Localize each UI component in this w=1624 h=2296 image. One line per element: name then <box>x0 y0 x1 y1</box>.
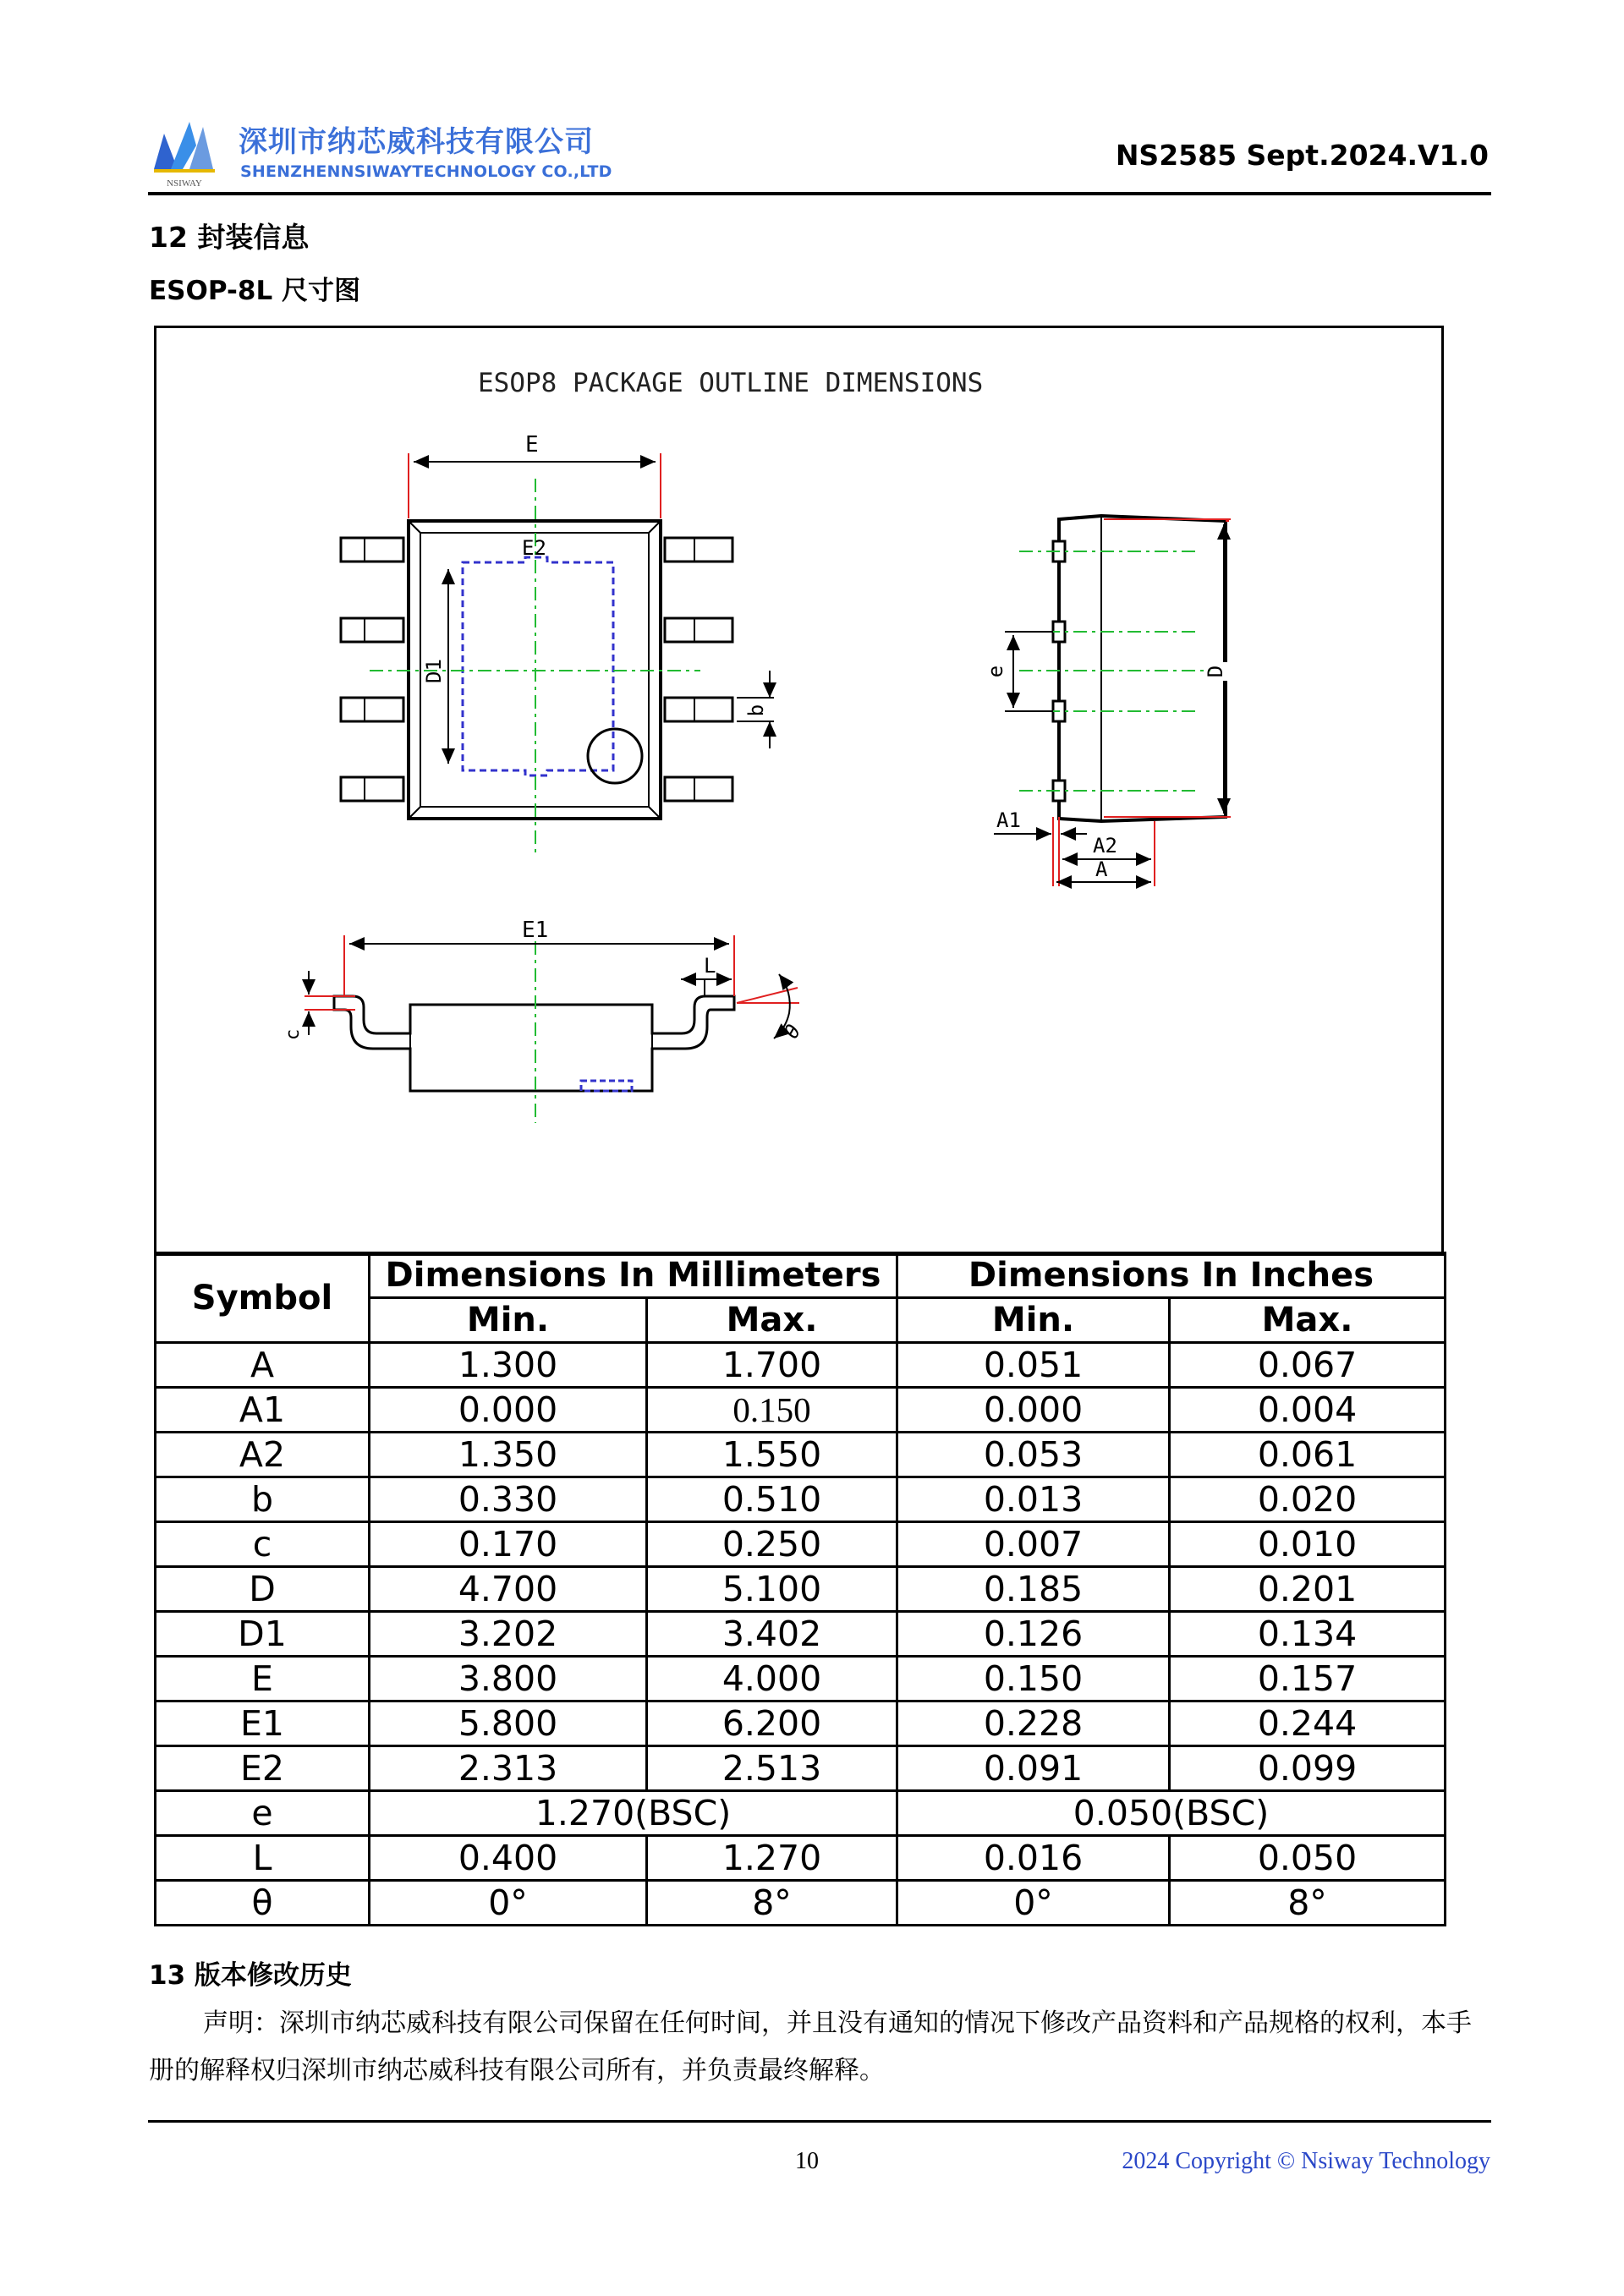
cell-mm-min: 1.350 <box>370 1433 647 1477</box>
outline-drawing-svg <box>156 328 1446 1258</box>
cell-in-max: 0.201 <box>1170 1567 1446 1612</box>
cell-in-max: 0.134 <box>1170 1612 1446 1657</box>
table-row <box>156 1343 1446 1388</box>
cell-mm-max: 4.000 <box>647 1657 897 1701</box>
table-row <box>156 1612 1446 1657</box>
top-view <box>341 432 774 857</box>
cell-in-min: 0.150 <box>897 1657 1170 1701</box>
cell-in-min: 0.126 <box>897 1612 1170 1657</box>
table-row <box>156 1701 1446 1746</box>
cell-symbol: E1 <box>156 1701 370 1746</box>
company-name-cn: 深圳市纳芯威科技有限公司 <box>239 125 594 159</box>
cell-in-min: 0° <box>897 1881 1170 1926</box>
cell-in-max: 0.157 <box>1170 1657 1446 1701</box>
table-row <box>156 1522 1446 1567</box>
cell-in-min: 0.007 <box>897 1522 1170 1567</box>
dim-label-A: A <box>1095 858 1108 881</box>
table-row <box>156 1881 1446 1926</box>
cell-symbol: A2 <box>156 1433 370 1477</box>
cell-in-max: 0.010 <box>1170 1522 1446 1567</box>
cell-mm-max: 5.100 <box>647 1567 897 1612</box>
dim-label-c: c <box>283 1028 304 1040</box>
cell-mm-max: 8° <box>647 1881 897 1926</box>
cell-in-max: 8° <box>1170 1881 1446 1926</box>
cell-mm-max: 1.270 <box>647 1836 897 1881</box>
table-row <box>156 1791 1446 1836</box>
cell-symbol: A <box>156 1343 370 1388</box>
dim-label-D1: D1 <box>422 659 446 683</box>
dim-label-D: D <box>1204 665 1227 678</box>
logo-icon <box>152 118 220 191</box>
cell-mm-min: 5.800 <box>370 1701 647 1746</box>
cell-mm-bsc: 1.270(BSC) <box>370 1791 897 1836</box>
dim-label-A1: A1 <box>996 808 1021 832</box>
package-dimension-title: ESOP-8L 尺寸图 <box>149 276 361 306</box>
cell-mm-min: 0° <box>370 1881 647 1926</box>
footer-divider <box>148 2120 1491 2123</box>
cell-mm-min: 3.202 <box>370 1612 647 1657</box>
cell-in-max: 0.099 <box>1170 1746 1446 1791</box>
cell-in-min: 0.053 <box>897 1433 1170 1477</box>
cell-mm-max: 1.700 <box>647 1343 897 1388</box>
cell-in-max: 0.050 <box>1170 1836 1446 1881</box>
package-outline-drawing <box>154 326 1444 1256</box>
cell-mm-max: 1.550 <box>647 1433 897 1477</box>
table-row <box>156 1746 1446 1791</box>
dim-label-L: L <box>704 954 716 978</box>
header-symbol: Symbol <box>156 1253 370 1343</box>
disclaimer-statement: 声明：深圳市纳芯威科技有限公司保留在任何时间，并且没有通知的情况下修改产品资料和产品规格的权利，本手册的解释权归深圳市纳芯威科技有限公司所有，并负责最终解释。 <box>149 2008 1472 2085</box>
cell-mm-min: 2.313 <box>370 1746 647 1791</box>
copyright-notice: 2024 Copyright © Nsiway Technology <box>1122 2148 1490 2174</box>
cell-symbol: E <box>156 1657 370 1701</box>
cell-in-max: 0.004 <box>1170 1388 1446 1433</box>
cell-mm-min: 1.300 <box>370 1343 647 1388</box>
dim-label-theta: θ <box>778 1020 806 1043</box>
header-mm: Dimensions In Millimeters <box>370 1253 897 1298</box>
cell-in-max: 0.067 <box>1170 1343 1446 1388</box>
cell-in-min: 0.091 <box>897 1746 1170 1791</box>
table-row <box>156 1567 1446 1612</box>
table-row <box>156 1657 1446 1701</box>
dim-label-A2: A2 <box>1093 834 1117 858</box>
table-row <box>156 1836 1446 1881</box>
cell-in-min: 0.013 <box>897 1477 1170 1522</box>
cell-in-min: 0.228 <box>897 1701 1170 1746</box>
cell-in-max: 0.061 <box>1170 1433 1446 1477</box>
cell-symbol: c <box>156 1522 370 1567</box>
cell-in-min: 0.185 <box>897 1567 1170 1612</box>
cell-mm-max: 0.150 <box>647 1388 897 1433</box>
company-logo <box>152 118 220 191</box>
header-inches: Dimensions In Inches <box>897 1253 1446 1298</box>
header-in-max: Max. <box>1170 1298 1446 1343</box>
dim-label-E2: E2 <box>522 536 546 560</box>
cell-mm-min: 0.170 <box>370 1522 647 1567</box>
section-12-heading: 12 封装信息 <box>149 221 310 254</box>
cell-mm-min: 0.400 <box>370 1836 647 1881</box>
dim-label-E: E <box>525 432 539 458</box>
logo-text: NSIWAY <box>167 178 202 189</box>
dimension-table <box>154 1252 1446 1926</box>
page-number: 10 <box>795 2148 819 2174</box>
cell-mm-min: 3.800 <box>370 1657 647 1701</box>
front-view <box>283 918 805 1123</box>
cell-symbol: θ <box>156 1881 370 1926</box>
cell-in-max: 0.244 <box>1170 1701 1446 1746</box>
header-mm-max: Max. <box>647 1298 897 1343</box>
cell-mm-max: 6.200 <box>647 1701 897 1746</box>
cell-in-min: 0.000 <box>897 1388 1170 1433</box>
cell-symbol: D <box>156 1567 370 1612</box>
cell-mm-min: 0.000 <box>370 1388 647 1433</box>
cell-mm-max: 3.402 <box>647 1612 897 1657</box>
cell-in-max: 0.020 <box>1170 1477 1446 1522</box>
side-view <box>984 516 1234 886</box>
cell-symbol: E2 <box>156 1746 370 1791</box>
header-divider <box>148 192 1491 195</box>
cell-in-bsc: 0.050(BSC) <box>897 1791 1446 1836</box>
company-name-en: SHENZHENNSIWAYTECHNOLOGY CO.,LTD <box>240 162 612 181</box>
cell-mm-min: 4.700 <box>370 1567 647 1612</box>
header-in-min: Min. <box>897 1298 1170 1343</box>
cell-symbol: L <box>156 1836 370 1881</box>
header-mm-min: Min. <box>370 1298 647 1343</box>
table-row <box>156 1388 1446 1433</box>
drawing-title: ESOP8 PACKAGE OUTLINE DIMENSIONS <box>478 368 984 398</box>
cell-mm-max: 0.510 <box>647 1477 897 1522</box>
document-id: NS2585 Sept.2024.V1.0 <box>1115 139 1489 172</box>
section-13-heading: 13 版本修改历史 <box>149 1960 352 1991</box>
cell-in-min: 0.016 <box>897 1836 1170 1881</box>
cell-mm-max: 2.513 <box>647 1746 897 1791</box>
cell-mm-min: 0.330 <box>370 1477 647 1522</box>
cell-symbol: D1 <box>156 1612 370 1657</box>
table-row <box>156 1433 1446 1477</box>
cell-symbol: b <box>156 1477 370 1522</box>
cell-in-min: 0.051 <box>897 1343 1170 1388</box>
dim-label-e: e <box>984 665 1007 678</box>
cell-symbol: e <box>156 1791 370 1836</box>
dim-label-b: b <box>744 704 768 717</box>
dim-label-E1: E1 <box>522 918 549 943</box>
cell-symbol: A1 <box>156 1388 370 1433</box>
cell-mm-max: 0.250 <box>647 1522 897 1567</box>
table-row <box>156 1477 1446 1522</box>
